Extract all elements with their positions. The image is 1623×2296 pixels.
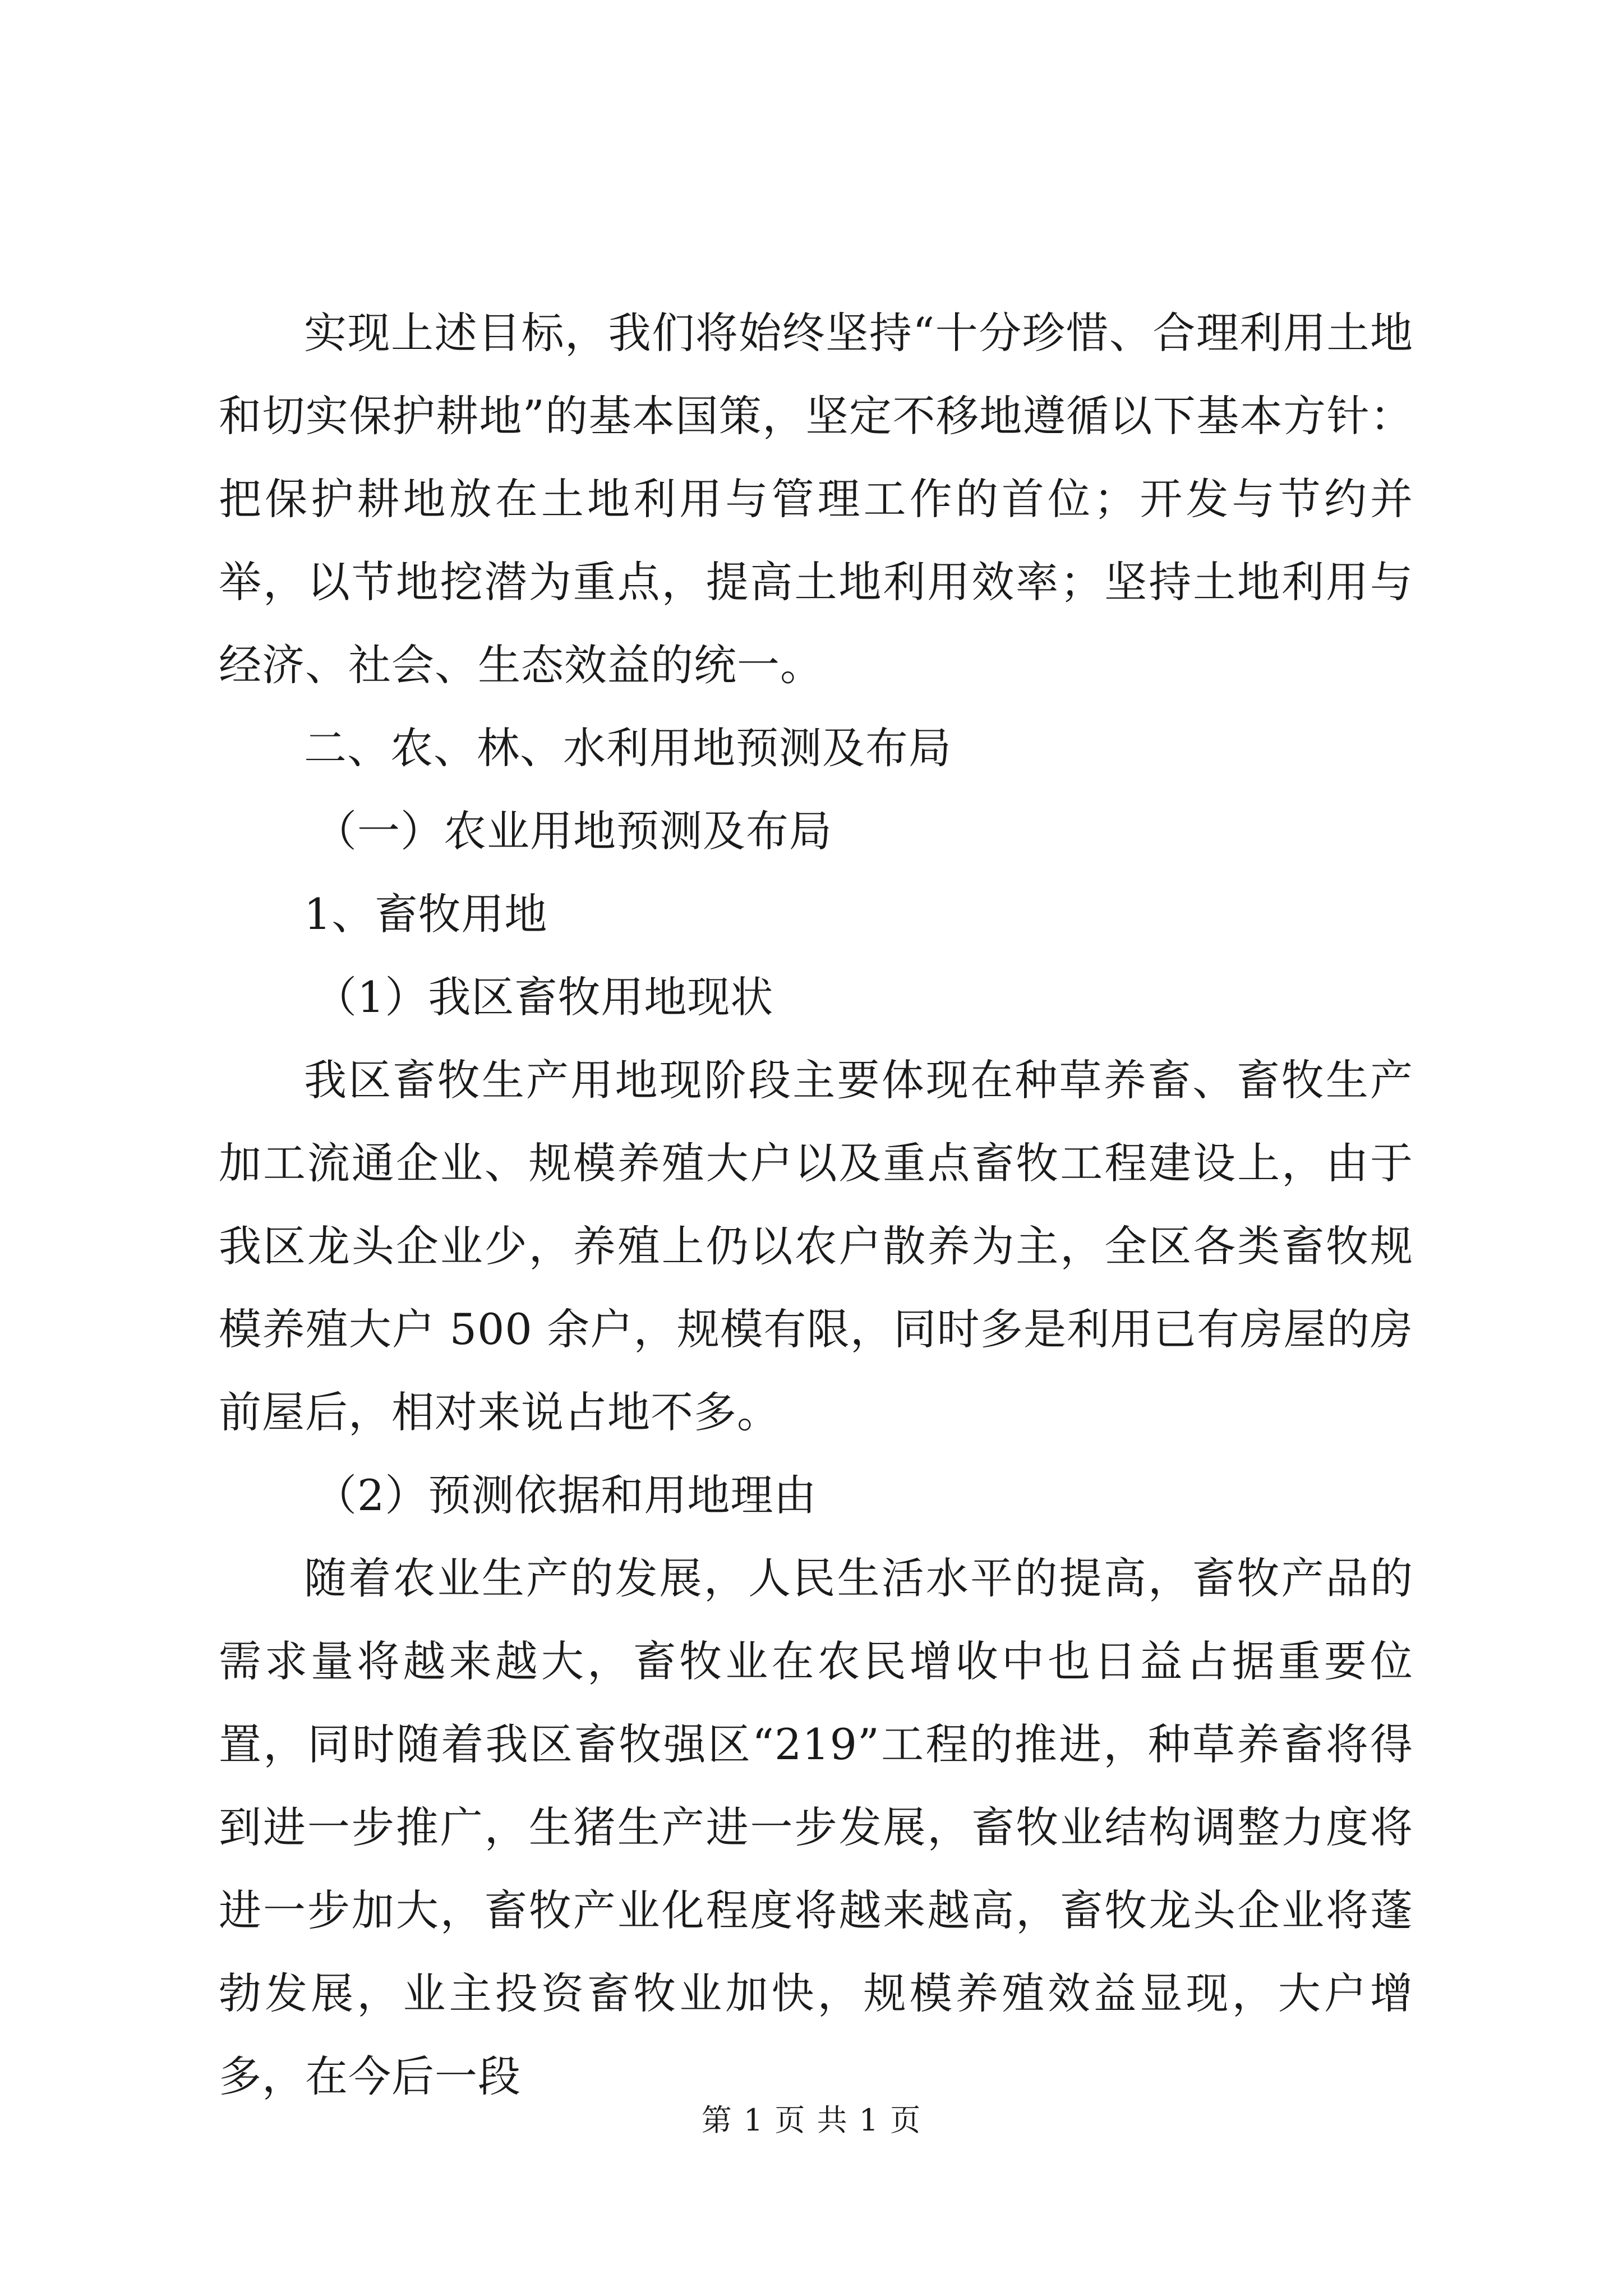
paragraph-current-status: 我区畜牧生产用地现阶段主要体现在种草养畜、畜牧生产加工流通企业、规模养殖大户以及重点畜牧工程建设上，由于我区龙头企业少，养殖上仍以农户散养为主，全区各类畜牧规模养殖大户 500 余户，规模有限，同时多是利用已有房屋的房前屋后，相对来说占地不多。 xyxy=(219,1055,1413,1437)
document-body xyxy=(219,292,1413,2118)
subitem-heading-current-status: （1）我区畜牧用地现状 xyxy=(314,972,774,1022)
paragraph-forecast-basis: 随着农业生产的发展，人民生活水平的提高，畜牧产品的需求量将越来越大，畜牧业在农民增收中也日益占据重要位置，同时随着我区畜牧强区“219”工程的推进，种草养畜将得到进一步推广，生猪生产进一步发展，畜牧业结构调整力度将进一步加大，畜牧产业化程度将越来越高，畜牧龙头企业将蓬勃发展，业主投资畜牧业加快，规模养殖效益显现，大户增多，在今后一段 xyxy=(219,1553,1413,2101)
paragraph-goals-policy: 实现上述目标，我们将始终坚持“十分珍惜、合理利用土地和切实保护耕地”的基本国策，坚定不移地遵循以下基本方针：把保护耕地放在土地利用与管理工作的首位；开发与节约并举，以节地挖潜为重点，提高土地利用效率；坚持土地利用与经济、社会、生态效益的统一。 xyxy=(219,308,1413,690)
item-heading-livestock-land: 1、畜牧用地 xyxy=(304,889,548,939)
section-heading-land-use-forecast: 二、农、林、水利用地预测及布局 xyxy=(304,723,952,773)
subsection-heading-agricultural-land: （一）农业用地预测及布局 xyxy=(314,806,832,856)
subitem-heading-forecast-basis: （2）预测依据和用地理由 xyxy=(314,1470,817,1520)
page-number-footer: 第 1 页 共 1 页 xyxy=(701,2102,922,2138)
